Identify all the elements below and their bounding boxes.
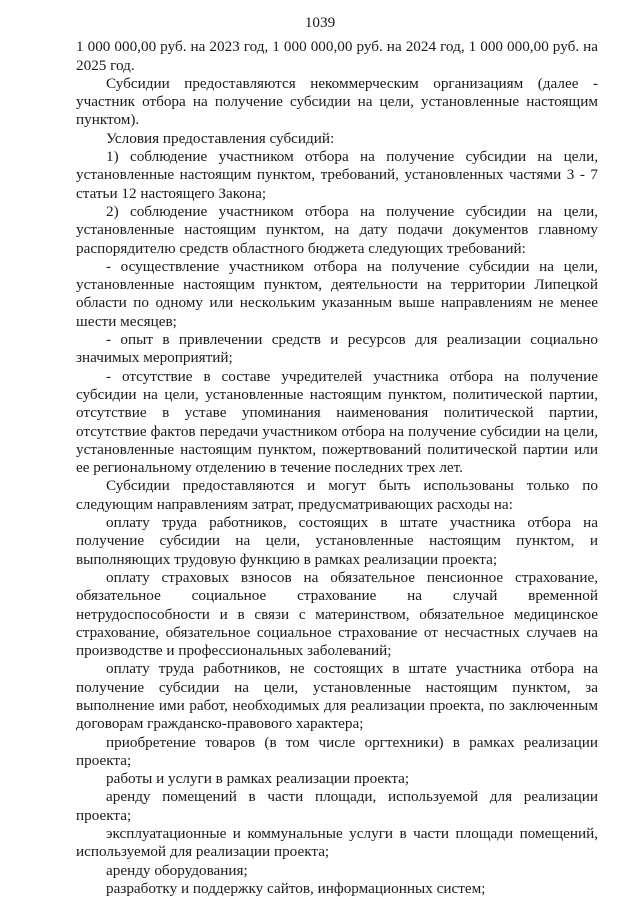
paragraph: приобретение товаров (в том числе оргтехники) в рамках реализации проекта; <box>76 733 598 769</box>
paragraph: - опыт в привлечении средств и ресурсов для реализации социально значимых мероприятий; <box>76 331 598 367</box>
paragraph: аренду оборудования; <box>106 861 248 879</box>
paragraph: Субсидии предоставляются некоммерческим организациям (далее - участник отбора на получение субсидии на цели, установленные настоящим пунктом). <box>76 74 598 129</box>
paragraph: оплату страховых взносов на обязательное пенсионное страхование, обязательное социальное страхование на случай временной нетрудоспособности и в связи с материнством, обязательное медицинское страхование, обязательное социальное страхование от несчастных случаев на производстве и профессиональных заболеваний; <box>76 568 598 660</box>
paragraph: - осуществление участником отбора на получение субсидии на цели, установленные настоящим пунктом, деятельности на территории Липецкой области по одному или нескольким указанным выше направлениям не менее шести месяцев; <box>76 257 598 330</box>
paragraph: - отсутствие в составе учредителей участника отбора на получение субсидии на цели, установленные настоящим пунктом, политической партии, отсутствие в уставе упоминания наименования политической партии, отсутствие фактов передачи участником отбора на получение субсидии на цели, установленные настоящим пунктом, пожертвований политической партии или ее региональному отделению в течение последних трех лет. <box>76 367 598 477</box>
paragraph: 1) соблюдение участником отбора на получение субсидии на цели, установленные настоящим пунктом, требований, установленных частями 3 - 7 статьи 12 настоящего Закона; <box>76 148 598 202</box>
paragraph: оплату труда работников, не состоящих в штате участника отбора на получение субсидии на цели, установленные настоящим пунктом, за выполнение ими работ, необходимых для реализации проекта, по заключенным договорам гражданско-правового характера; <box>76 660 598 733</box>
paragraph: 2) соблюдение участником отбора на получение субсидии на цели, установленные настоящим пунктом, на дату подачи документов главному распорядителю средств областного бюджета следующих требований: <box>76 202 598 257</box>
document-body <box>76 38 598 898</box>
paragraph: эксплуатационные и коммунальные услуги в части площади помещений, используемой для реализации проекта; <box>76 825 598 861</box>
paragraph: Субсидии предоставляются и могут быть использованы только по следующим направлениям затрат, предусматривающих расходы на: <box>76 477 598 513</box>
paragraph: работы и услуги в рамках реализации проекта; <box>106 770 410 788</box>
paragraph: Условия предоставления субсидий: <box>106 129 335 147</box>
page-number: 1039 <box>304 14 336 31</box>
paragraph: разработку и поддержку сайтов, информационных систем; <box>106 879 486 897</box>
paragraph: аренду помещений в части площади, используемой для реализации проекта; <box>76 788 598 824</box>
paragraph: 1 000 000,00 руб. на 2023 год, 1 000 000,00 руб. на 2024 год, 1 000 000,00 руб. на 2025 год. <box>76 38 598 74</box>
paragraph: оплату труда работников, состоящих в штате участника отбора на получение субсидии на цели, установленные настоящим пунктом, и выполняющих трудовую функцию в рамках реализации проекта; <box>76 514 598 568</box>
